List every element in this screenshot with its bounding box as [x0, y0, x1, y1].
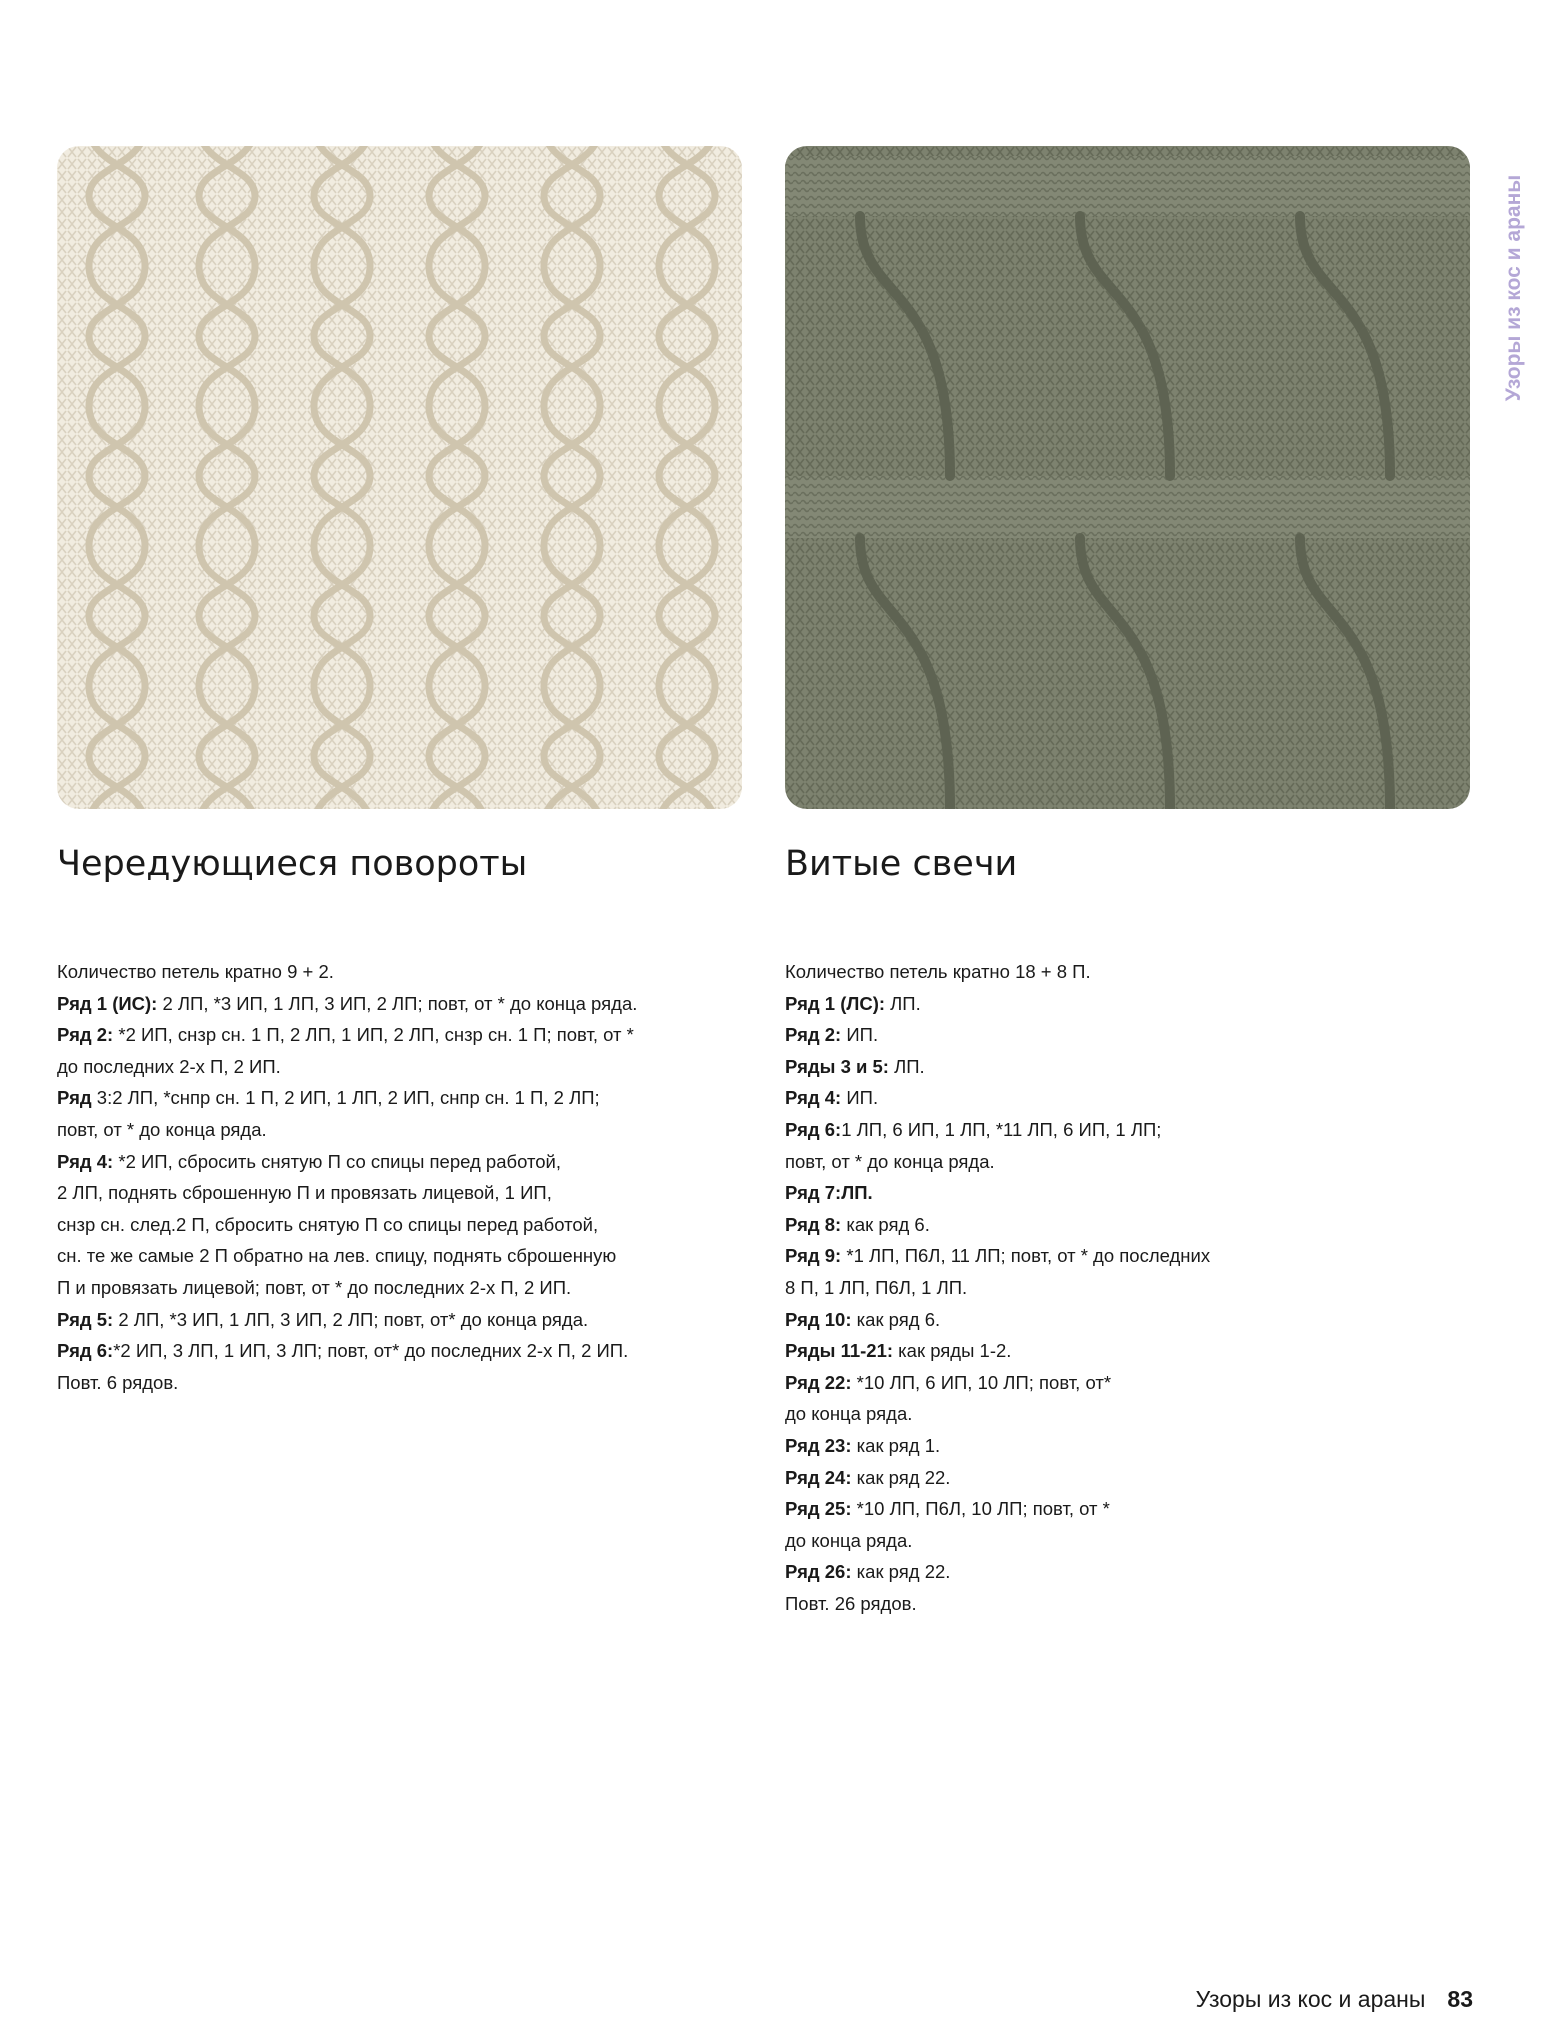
instruction-line [785, 1335, 1455, 1367]
instruction-line [785, 956, 1455, 988]
row-label: Ряд 26: [785, 1561, 852, 1583]
row-text: до конца ряда. [785, 1403, 913, 1425]
cable-swatch-photo-right [785, 146, 1470, 809]
pattern-instructions [57, 956, 727, 1398]
instruction-line [57, 1367, 727, 1399]
pattern-twisted-candles [785, 838, 1455, 1619]
row-text: *2 ИП, сбросить снятую П со спицы перед работой, [113, 1150, 562, 1172]
row-label: Ряд 2: [785, 1024, 842, 1046]
row-label: Ряд [57, 1087, 92, 1109]
instruction-line [785, 1209, 1455, 1241]
page-number: 83 [1447, 1986, 1473, 2012]
instruction-line [785, 1082, 1455, 1114]
instruction-line [57, 1082, 727, 1114]
section-side-label [1496, 155, 1532, 420]
instruction-line [57, 1146, 727, 1178]
row-text: как ряд 6. [841, 1213, 930, 1235]
row-text: ИП. [841, 1024, 879, 1046]
row-text: до конца ряда. [785, 1529, 913, 1551]
instruction-line [785, 1019, 1455, 1051]
row-text: ИП. [841, 1087, 879, 1109]
row-label: Ряд 2: [57, 1024, 114, 1046]
row-text: *2 ИП, снзр сн. 1 П, 2 ЛП, 1 ИП, 2 ЛП, снзр сн. 1 П; повт, от * [113, 1024, 634, 1046]
row-label: Ряд 23: [785, 1434, 852, 1456]
row-text: повт, от * до конца ряда. [785, 1150, 995, 1172]
row-label: Ряды 11-21: [785, 1340, 894, 1362]
row-text: как ряд 1. [851, 1434, 941, 1456]
row-text: ЛП. [885, 992, 921, 1014]
row-text: до последних 2-х П, 2 ИП. [57, 1055, 281, 1077]
row-text: Повт. 26 рядов. [785, 1592, 917, 1614]
row-text: *2 ИП, 3 ЛП, 1 ИП, 3 ЛП; повт, от* до последних 2-х П, 2 ИП. [113, 1340, 629, 1362]
instruction-line [785, 1240, 1455, 1272]
instruction-line [57, 1051, 727, 1083]
row-text: ЛП. [888, 1055, 925, 1077]
instruction-line [57, 1209, 727, 1241]
pattern-title: Витые свечи [785, 844, 1018, 884]
row-label: Ряд 10: [785, 1308, 852, 1330]
instruction-line [57, 1240, 727, 1272]
row-text: как ряды 1-2. [893, 1340, 1012, 1362]
section-side-label-text: Узоры из кос и араны [1502, 174, 1526, 401]
pattern-alternating-turns [57, 838, 727, 1398]
row-text: П и провязать лицевой; повт, от * до последних 2-х П, 2 ИП. [57, 1276, 572, 1298]
row-text: сн. те же самые 2 П обратно на лев. спицу, поднять сброшенную [57, 1245, 617, 1267]
row-text: *10 ЛП, 6 ИП, 10 ЛП; повт, от* [851, 1371, 1112, 1393]
row-text: 2 ЛП, *3 ИП, 1 ЛП, 3 ИП, 2 ЛП; повт, от* до конца ряда. [113, 1308, 589, 1330]
instruction-line [785, 1114, 1455, 1146]
instruction-line [57, 1304, 727, 1336]
row-text: 3:2 ЛП, *снпр сн. 1 П, 2 ИП, 1 ЛП, 2 ИП, снпр сн. 1 П, 2 ЛП; [91, 1087, 600, 1109]
row-text: 2 ЛП, *3 ИП, 1 ЛП, 3 ИП, 2 ЛП; повт, от * до конца ряда. [157, 992, 638, 1014]
row-text: *10 ЛП, П6Л, 10 ЛП; повт, от * [851, 1498, 1110, 1520]
footer-section-title: Узоры из кос и араны [1195, 1986, 1426, 2012]
row-text: 1 ЛП, 6 ИП, 1 ЛП, *11 ЛП, 6 ИП, 1 ЛП; [841, 1118, 1162, 1140]
pattern-title: Чередующиеся повороты [57, 844, 528, 884]
instruction-line [785, 1556, 1455, 1588]
instruction-line [785, 1146, 1455, 1178]
row-text: 8 П, 1 ЛП, П6Л, 1 ЛП. [785, 1276, 968, 1298]
page-footer [1196, 1986, 1473, 2020]
row-label: Ряд 4: [785, 1087, 842, 1109]
instruction-line [57, 1335, 727, 1367]
instruction-line [785, 1272, 1455, 1304]
row-text: 2 ЛП, поднять сброшенную П и провязать лицевой, 1 ИП, [57, 1182, 552, 1204]
instruction-line [57, 1114, 727, 1146]
row-label: Ряд 25: [785, 1498, 852, 1520]
instruction-line [785, 1177, 1455, 1209]
row-text: Повт. 6 рядов. [57, 1371, 179, 1393]
pattern-instructions [785, 956, 1455, 1619]
row-label: Ряд 7:ЛП. [785, 1182, 873, 1204]
row-label: Ряд 1 (ЛС): [785, 992, 886, 1014]
row-label: Ряд 5: [57, 1308, 114, 1330]
row-text: как ряд 22. [851, 1466, 951, 1488]
instruction-line [57, 956, 727, 988]
row-text: как ряд 22. [851, 1561, 951, 1583]
instruction-line [57, 988, 727, 1020]
row-text: *1 ЛП, П6Л, 11 ЛП; повт, от * до последних [841, 1245, 1211, 1267]
instruction-line [57, 1019, 727, 1051]
row-text: повт, от * до конца ряда. [57, 1118, 267, 1140]
instruction-line [785, 1462, 1455, 1494]
row-label: Ряд 22: [785, 1371, 852, 1393]
row-label: Ряд 6: [785, 1118, 842, 1140]
instruction-line [785, 1588, 1455, 1620]
row-text: как ряд 6. [851, 1308, 941, 1330]
instruction-line [785, 1430, 1455, 1462]
cable-swatch-photo-left [57, 146, 742, 809]
instruction-line [785, 1398, 1455, 1430]
row-label: Ряд 8: [785, 1213, 842, 1235]
row-text: Количество петель кратно 18 + 8 П. [785, 961, 1091, 982]
row-label: Ряд 9: [785, 1245, 842, 1267]
instruction-line [785, 1304, 1455, 1336]
instruction-line [785, 988, 1455, 1020]
instruction-line [57, 1177, 727, 1209]
instruction-line [785, 1493, 1455, 1525]
row-text: Количество петель кратно 9 + 2. [57, 961, 334, 982]
row-text: снзр сн. след.2 П, сбросить снятую П со спицы перед работой, [57, 1213, 599, 1235]
row-label: Ряд 6: [57, 1340, 114, 1362]
instruction-line [785, 1367, 1455, 1399]
row-label: Ряды 3 и 5: [785, 1055, 889, 1077]
instruction-line [57, 1272, 727, 1304]
instruction-line [785, 1525, 1455, 1557]
row-label: Ряд 1 (ИС): [57, 992, 158, 1014]
row-label: Ряд 4: [57, 1150, 114, 1172]
row-label: Ряд 24: [785, 1466, 852, 1488]
instruction-line [785, 1051, 1455, 1083]
